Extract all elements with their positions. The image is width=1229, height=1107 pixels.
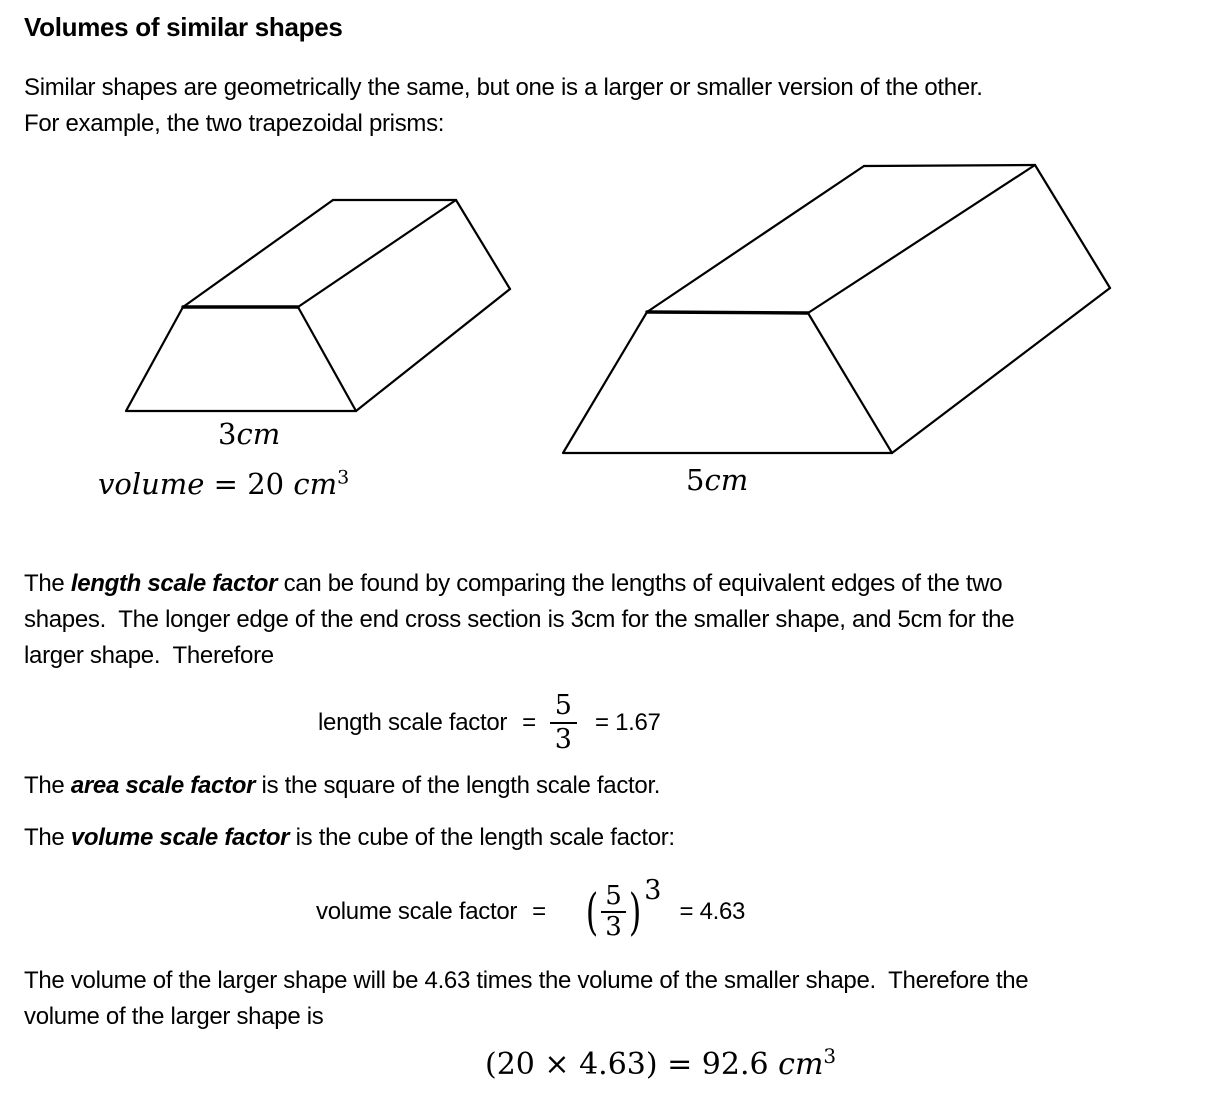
- small-prism-outline: [126, 200, 510, 411]
- fraction-numerator: 5: [601, 883, 626, 913]
- right-parenthesis: ): [628, 882, 642, 942]
- volume-scale-factor-term: volume scale factor: [70, 824, 290, 851]
- large-prism-edge-label: 5cm: [686, 463, 749, 497]
- conclusion-line-2: volume of the larger shape is: [24, 1003, 324, 1030]
- formula-result: = 1.67: [594, 709, 661, 736]
- length-para-line-1: The length scale factor can be found by comparing the lengths of equivalent edges of the two: [24, 570, 1003, 597]
- length-scale-factor-term: length scale factor: [70, 570, 278, 597]
- intro-line-1: Similar shapes are geometrically the same, but one is a larger or smaller version of the other.: [24, 74, 983, 101]
- length-para-line-3: larger shape. Therefore: [24, 642, 274, 669]
- large-prism-outline: [563, 165, 1110, 453]
- length-para-line-2: shapes. The longer edge of the end cross section is 3cm for the smaller shape, and 5cm for the: [24, 606, 1015, 633]
- formula-result: = 4.63: [679, 898, 746, 925]
- small-prism-volume-label: volume = 20 $cm^3$: [98, 466, 350, 501]
- equals-sign: =: [522, 709, 536, 736]
- prisms-diagram: [0, 150, 1229, 570]
- conclusion-line-1: The volume of the larger shape will be 4.63 times the volume of the smaller shape. Therefore the: [24, 967, 1029, 994]
- area-scale-factor-term: area scale factor: [70, 772, 256, 799]
- fraction-denominator: 3: [554, 724, 572, 755]
- cube-exponent: 3: [644, 874, 662, 906]
- trapezoidal-prisms-drawing: [0, 150, 1229, 570]
- fraction-five-thirds: [550, 691, 577, 755]
- intro-line-2: For example, the two trapezoidal prisms:: [24, 110, 445, 137]
- left-parenthesis: (: [585, 882, 599, 942]
- unit-cm: cm: [778, 1047, 824, 1082]
- length-scale-factor-paragraph: [24, 566, 1014, 674]
- page-title: Volumes of similar shapes: [24, 12, 343, 42]
- length-scale-factor-formula: [318, 688, 661, 758]
- volume-scale-factor-formula: [316, 872, 745, 952]
- conclusion-paragraph: [24, 963, 1028, 1035]
- cube-exponent: 3: [823, 1044, 837, 1068]
- equals-sign: =: [532, 898, 546, 925]
- volume-scale-factor-paragraph: The volume scale factor is the cube of the length scale factor:: [24, 824, 675, 851]
- area-scale-factor-paragraph: The area scale factor is the square of the length scale factor.: [24, 772, 661, 799]
- formula-label: volume scale factor: [316, 898, 518, 925]
- fraction-five-thirds: [601, 883, 626, 941]
- fraction-numerator: 5: [550, 691, 577, 724]
- fraction-denominator: 3: [605, 912, 622, 942]
- formula-label: length scale factor: [318, 709, 508, 736]
- small-prism-edge-label: 3cm: [218, 417, 281, 451]
- intro-paragraph: [24, 70, 983, 142]
- final-volume-formula: (20 × 4.63) = 92.6 $cm^3$: [485, 1044, 837, 1082]
